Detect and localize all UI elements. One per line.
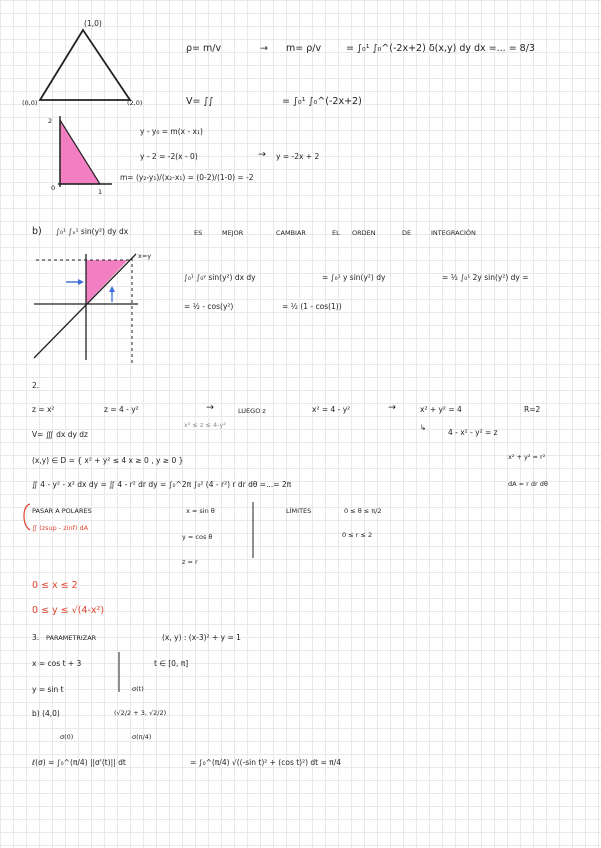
- arrow-1: →: [260, 43, 268, 54]
- surface-diff-eq: 4 - x² - y² = z: [448, 428, 498, 437]
- paso-polares: PASAR A POLARES: [32, 507, 92, 515]
- line-equation-sub: y - 2 = -2(x - 0): [140, 152, 198, 161]
- x-substitution: x = sin θ: [186, 507, 215, 515]
- density-formula: ρ= m/v: [186, 43, 222, 54]
- triple-integral: V= ∭ dx dy dz: [32, 430, 88, 439]
- swapped-eq4: = ½ (1 - cos(1)): [282, 302, 342, 311]
- part-b-integral: ∫₀¹ ∫ₓ¹ sin(y²) dy dx: [56, 227, 129, 236]
- word-cambiar: CAMBIAR: [276, 229, 306, 237]
- arc-length-result: = ∫₀^(π/4) √((-sin t)² + (cos t)²) dt = π/4: [190, 758, 341, 767]
- section-2-number: 2.: [32, 381, 40, 390]
- word-el: EL: [332, 229, 340, 237]
- parametrize-title: PARAMETRIZAR: [46, 634, 97, 642]
- word-orden: ORDEN: [352, 229, 376, 237]
- arrow-luego: →: [206, 402, 214, 413]
- limits-label: LÍMITES: [286, 507, 312, 515]
- shaded-region: [60, 120, 100, 184]
- domain-def: (x,y) ∈ D = { x² + y² ≤ 4 x ≥ 0 , y ≥ 0 }: [32, 456, 184, 465]
- volume-formula: V= ∫∫: [186, 96, 214, 107]
- x-tick-label: 1: [98, 188, 103, 196]
- polar-identity: x² + y² = r²: [508, 453, 546, 461]
- hook-arrow: ↳: [420, 423, 427, 432]
- param-brace: [116, 652, 122, 692]
- luego-label: LUEGO z: [238, 407, 266, 415]
- origin-label: 0: [51, 184, 56, 192]
- mass-integral: = ∫₀¹ ∫₀^(-2x+2) δ(x,y) dy dx =... = 8/3: [346, 43, 535, 54]
- red-bracket: [22, 502, 32, 532]
- second-point: (√2/2 + 3, √2/2): [114, 709, 167, 717]
- theta-limits: 0 ≤ θ ≤ π/2: [344, 507, 382, 515]
- sigma-t: σ(t): [132, 685, 144, 693]
- section-3-number: 3.: [32, 633, 40, 642]
- line-label-x-equals-y: x=y: [138, 252, 152, 260]
- region-figure: [50, 112, 120, 192]
- y-range-red: 0 ≤ y ≤ √(4-x²): [32, 605, 105, 616]
- y-substitution: y = cos θ: [182, 533, 213, 541]
- radius-value: R=2: [524, 405, 541, 414]
- surface-1: z = x²: [32, 405, 55, 414]
- swapped-eq1: = ∫₀¹ y sin(y²) dy: [322, 273, 386, 282]
- slope-formula: m= (y₂-y₁)/(x₂-x₁) = (0-2)/(1-0) = -2: [120, 173, 254, 182]
- swapped-eq2: = ½ ∫₀¹ 2y sin(y²) dy =: [442, 273, 529, 282]
- t-range: t ∈ [0, π]: [154, 659, 189, 668]
- r-limits: 0 ≤ r ≤ 2: [342, 531, 373, 539]
- word-mejor: MEJOR: [222, 229, 244, 237]
- triangle-top-label: (1,0): [84, 19, 102, 28]
- line-equation-result: y = -2x + 2: [276, 152, 320, 161]
- part-b-points: b) (4,0): [32, 709, 60, 718]
- arrow-2: →: [258, 149, 266, 160]
- circle-eq: x² + y² = 4: [420, 405, 462, 414]
- red-height-integral: ∬ (zsup - zinf) dA: [32, 524, 89, 532]
- blue-arrowhead-v: [109, 286, 115, 292]
- polar-brace: [250, 502, 256, 558]
- y-param: y = sin t: [32, 685, 64, 694]
- swapped-integral: ∫₀¹ ∫₀ʸ sin(y²) dx dy: [184, 273, 256, 282]
- area-element: dA = r dr dθ: [508, 480, 548, 488]
- triangle-right-label: (2,0): [127, 99, 143, 107]
- surface-2: z = 4 - y²: [104, 405, 139, 414]
- arrow-circle: →: [388, 402, 396, 413]
- sigma-pi-4: σ(π/4): [132, 733, 152, 741]
- region-fill: [86, 260, 128, 304]
- arc-length-def: ℓ(σ) = ∫₀^(π/4) ||σ'(t)|| dt: [32, 758, 126, 767]
- polar-integral: ∬ 4 - y² - x² dx dy = ∬ 4 - r² dr dy = ∫₀^2π ∫₀² (4 - r²) r dr dθ =...= 2π: [32, 480, 292, 489]
- y-tick-label: 2: [48, 117, 53, 125]
- blue-arrowhead-h: [78, 279, 84, 285]
- sigma-zero: σ(0): [60, 733, 74, 741]
- intersection-eq: x² = 4 - y²: [312, 405, 351, 414]
- word-de: DE: [402, 229, 412, 237]
- triangle-shape: [40, 30, 130, 100]
- line-equation-general: y - y₀ = m(x - x₁): [140, 127, 203, 136]
- z-bounds: x² ≤ z ≤ 4-y²: [184, 421, 226, 429]
- line-x-equals-y: [34, 254, 136, 358]
- integration-region-figure: [28, 248, 158, 370]
- swapped-eq3: = ½ - cos(y²): [184, 302, 234, 311]
- x-param: x = cos t + 3: [32, 659, 82, 668]
- x-range-red: 0 ≤ x ≤ 2: [32, 580, 78, 591]
- z-substitution: z = r: [182, 558, 198, 566]
- mass-formula: m= ρ/v: [286, 43, 322, 54]
- curve-equation: (x, y) : (x-3)² + y = 1: [162, 633, 241, 642]
- word-integracion: INTEGRACIÓN: [431, 229, 476, 237]
- triangle-left-label: (0,0): [22, 99, 38, 107]
- word-es: ES: [194, 229, 203, 237]
- part-b-label: b): [32, 226, 42, 237]
- volume-integral: = ∫₀¹ ∫₀^(-2x+2): [282, 96, 362, 107]
